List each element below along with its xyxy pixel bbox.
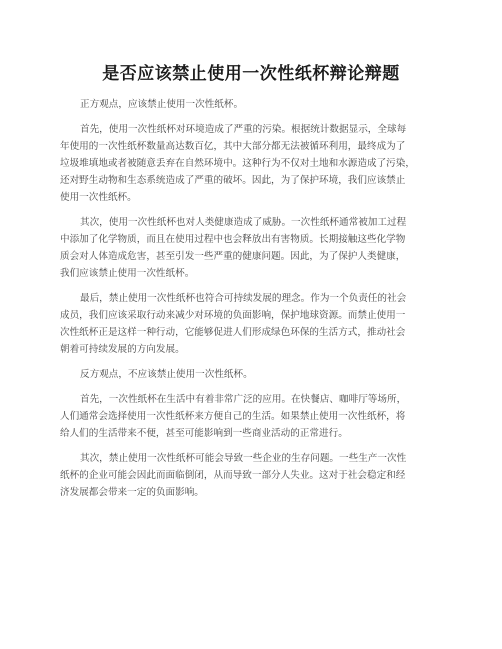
paragraph <box>60 96 445 113</box>
text-line: 人们通常会选择使用一次性纸杯来方便自己的生活。如果禁止使用一次性纸杯，将 <box>60 411 406 422</box>
text-line: 最后，禁止使用一次性纸杯也符合可持续发展的理念。作为一个负责任的社会 <box>80 293 407 304</box>
text-line: 济发展都会带来一定的负面影响。 <box>60 487 204 498</box>
text-line: 成员，我们应该采取行动来减少对环境的负面影响，保护地球资源。而禁止使用一 <box>60 310 406 321</box>
paragraph <box>60 366 445 383</box>
text-line: 还对野生动物和生态系统造成了严重的破坏。因此，为了保护环境，我们应该禁止 <box>60 175 406 186</box>
text-line: 首先，使用一次性纸杯对环境造成了严重的污染。根据统计数据显示，全球每 <box>80 124 407 135</box>
document-title: 是否应该禁止使用一次性纸杯辩论辩题 <box>102 64 400 84</box>
text-line: 给人们的生活带来不便，甚至可能影响到一些商业活动的正常进行。 <box>60 428 348 439</box>
text-line: 首先，一次性纸杯在生活中有着非常广泛的应用。在快餐店、咖啡厅等场所， <box>80 394 407 405</box>
text-line: 中添加了化学物质，而且在使用过程中也会释放出有害物质。长期接触这些化学物 <box>60 234 406 245</box>
text-line: 其次，使用一次性纸杯也对人类健康造成了威胁。一次性纸杯通常被加工过程 <box>80 217 407 228</box>
text-line: 其次，禁止使用一次性纸杯可能会导致一些企业的生存问题。一些生产一次性 <box>80 453 407 464</box>
text-line: 正方观点，应该禁止使用一次性纸杯。 <box>80 99 244 110</box>
text-line: 年使用的一次性纸杯数量高达数百亿，其中大部分都无法被循环利用，最终成为了 <box>60 141 406 152</box>
document-body <box>60 96 445 509</box>
text-line: 垃圾堆填地或者被随意丢弃在自然环境中。这种行为不仅对土地和水源造成了污染， <box>60 158 415 169</box>
text-line: 质会对人体造成危害，甚至引发一些严重的健康问题。因此，为了保护人类健康， <box>60 251 406 262</box>
paragraph <box>60 121 445 206</box>
text-line: 反方观点，不应该禁止使用一次性纸杯。 <box>80 369 253 380</box>
text-line: 纸杯的企业可能会因此而面临倒闭，从而导致一部分人失业。这对于社会稳定和经 <box>60 470 406 481</box>
paragraph <box>60 290 445 358</box>
text-line: 次性纸杯正是这样一种行动，它能够促进人们形成绿色环保的生活方式，推动社会 <box>60 327 406 338</box>
paragraph <box>60 391 445 442</box>
text-line: 使用一次性纸杯。 <box>60 192 137 203</box>
text-line: 我们应该禁止使用一次性纸杯。 <box>60 268 195 279</box>
paragraph <box>60 214 445 282</box>
text-line: 朝着可持续发展的方向发展。 <box>60 344 185 355</box>
paragraph <box>60 450 445 501</box>
